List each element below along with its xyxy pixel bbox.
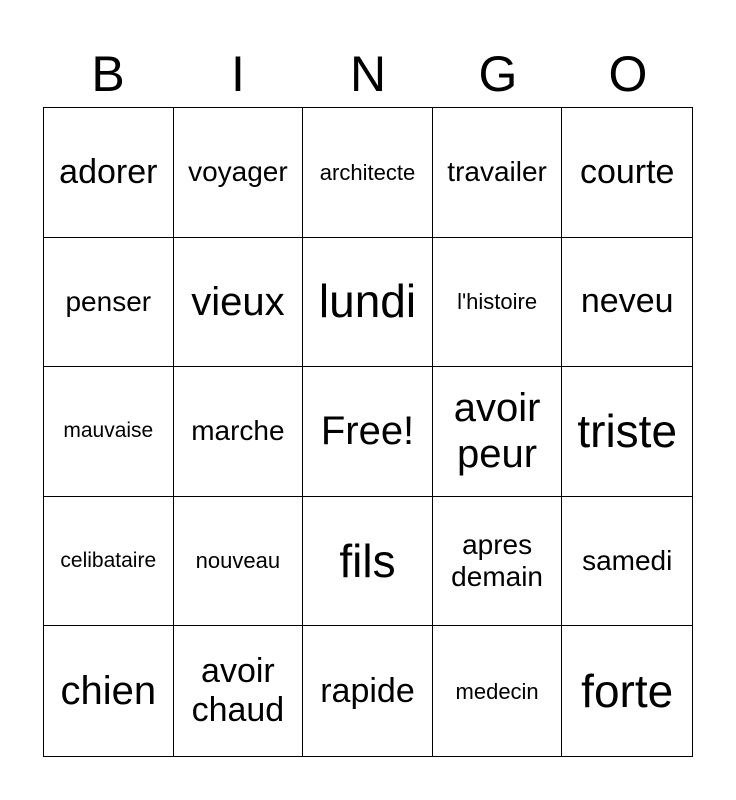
bingo-cell — [433, 497, 563, 627]
bingo-cell — [562, 367, 692, 497]
cell-text: fils — [339, 534, 396, 587]
cell-text: nouveau — [195, 548, 281, 574]
bingo-cell — [174, 108, 304, 238]
cell-text: mauvaise — [63, 419, 154, 443]
cell-text: Free! — [320, 409, 415, 454]
bingo-cell — [174, 367, 304, 497]
bingo-cell — [303, 238, 433, 368]
bingo-cell — [562, 238, 692, 368]
header-letter-o: O — [608, 46, 648, 102]
cell-text: chien — [60, 669, 157, 714]
cell-text: avoir peur — [453, 386, 541, 477]
header-letter-i: I — [231, 46, 245, 102]
header-letter-b: B — [91, 46, 125, 102]
header-letter-g: G — [478, 46, 518, 102]
cell-text: courte — [579, 152, 675, 191]
bingo-cell — [174, 626, 304, 756]
bingo-cell — [44, 367, 174, 497]
cell-text: medecin — [455, 678, 539, 704]
bingo-cell — [44, 626, 174, 756]
cell-text: forte — [581, 664, 674, 717]
bingo-cell — [44, 238, 174, 368]
bingo-cell — [303, 108, 433, 238]
cell-text: penser — [65, 285, 152, 317]
cell-text: triste — [577, 405, 678, 458]
bingo-cell — [44, 497, 174, 627]
bingo-board — [43, 107, 693, 757]
bingo-cell — [433, 108, 563, 238]
bingo-cell — [562, 108, 692, 238]
bingo-header — [43, 40, 693, 108]
cell-text: celibataire — [60, 549, 157, 573]
bingo-cell — [174, 497, 304, 627]
cell-text: marche — [191, 415, 285, 447]
cell-text: samedi — [582, 545, 673, 576]
cell-text: architecte — [319, 159, 416, 185]
bingo-cell — [562, 497, 692, 627]
bingo-cell — [303, 626, 433, 756]
bingo-cell — [174, 238, 304, 368]
cell-text: neveu — [580, 282, 674, 321]
free-space — [303, 367, 433, 497]
header-letter-n: N — [349, 46, 387, 102]
cell-text: voyager — [188, 156, 288, 188]
cell-text: rapide — [320, 671, 415, 710]
cell-text: adorer — [59, 152, 158, 191]
cell-text: apres demain — [451, 528, 544, 593]
bingo-cell — [433, 367, 563, 497]
cell-text: vieux — [191, 279, 285, 324]
bingo-cell — [433, 238, 563, 368]
cell-text: l'histoire — [457, 289, 538, 315]
bingo-cell — [44, 108, 174, 238]
cell-text: travailer — [447, 156, 547, 188]
bingo-cell — [303, 497, 433, 627]
bingo-cell — [433, 626, 563, 756]
cell-text: avoir chaud — [191, 652, 285, 730]
cell-text: lundi — [318, 275, 417, 328]
bingo-cell — [562, 626, 692, 756]
